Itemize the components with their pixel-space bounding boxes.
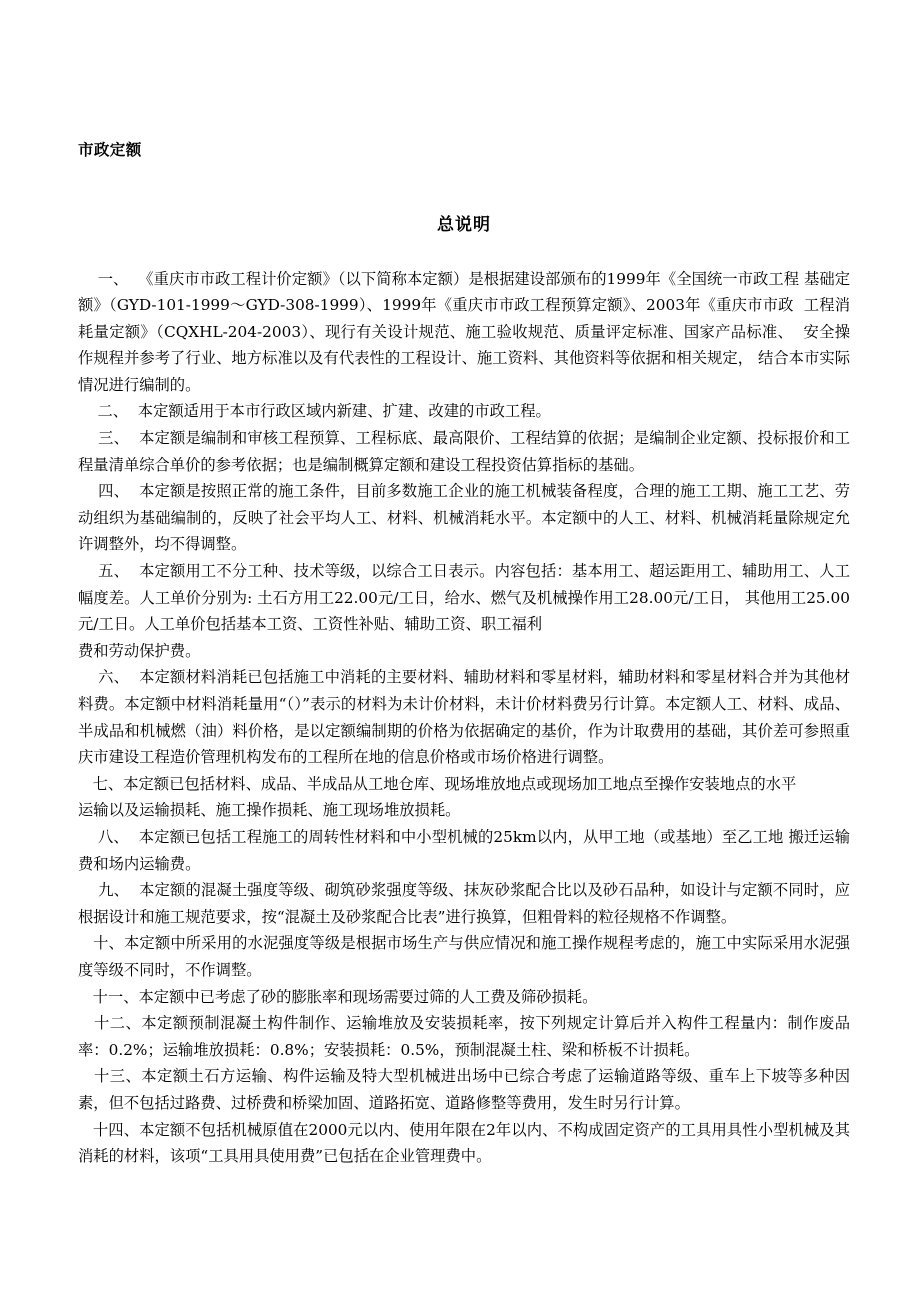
paragraph-item-13: 十三、本定额土石方运输、构件运输及特大型机械进出场中已综合考虑了运输道路等级、重车上下坡等多种因素，但不包括过路费、过桥费和桥梁加固、道路拓宽、道路修整等费用，发生时另行计算。 [78, 1067, 850, 1112]
paragraph-item-14: 十四、本定额不包括机械原值在2000元以内、使用年限在2年以内、不构成固定资产的工具用具性小型机械及其消耗的材料，该项“工具用具使用费”已包括在企业管理费中。 [78, 1120, 851, 1166]
section-heading: 总说明 [437, 214, 491, 235]
general-description-body [78, 235, 850, 1170]
paragraph-item-2: 二、 本定额适用于本市行政区域内新建、扩建、改建的市政工程。 [78, 402, 551, 421]
paragraph-item-8: 八、 本定额已包括工程施工的周转性材料和中小型机械的25km以内，从甲工地（或基地）至乙工地 搬迁运输费和场内运输费。 [78, 827, 850, 873]
paragraph-item-1: 一、 《重庆市市政工程计价定额》（以下简称本定额）是根据建设部颁布的1999年《全国统一市政工程 基础定额》（GYD-101-1999～GYD-308-1999）、1999年《重庆市市政工程预算定额》、2003年《重庆市市政 工程消耗量定额》（CQXHL-204-2003）、现行有关设计规范、施工验收规范、质量评定标准、国家产品标准、 安全操作规程并参考了行业、地方标准以及有代表性的工程设计、施工资料、其他资料等依据和相关规定， 结合本市实际情况进行编制的。 [78, 269, 851, 394]
paragraph-item-5-continuation: 费和劳动保护费。 [78, 641, 201, 660]
paragraph-item-12: 十二、本定额预制混凝土构件制作、运输堆放及安装损耗率，按下列规定计算后并入构件工程量内：制作废品率：0.2%；运输堆放损耗：0.8%；安装损耗：0.5%，预制混凝土柱、梁和桥板不计损耗。 [78, 1014, 850, 1059]
paragraph-item-7-continuation: 运输以及运输损耗、施工操作损耗、施工现场堆放损耗。 [78, 801, 461, 820]
page-title: 市政定额 [78, 141, 142, 159]
paragraph-item-10: 十、本定额中所采用的水泥强度等级是根据市场生产与供应情况和施工操作规程考虑的，施工中实际采用水泥强度等级不同时，不作调整。 [78, 934, 850, 979]
paragraph-item-9: 九、 本定额的混凝土强度等级、砌筑砂浆强度等级、抹灰砂浆配合比以及砂石品种，如设计与定额不同时，应根据设计和施工规范要求，按“混凝土及砂浆配合比表”进行换算，但粗骨料的粒径规格不作调整。 [78, 881, 851, 926]
document-content [78, 0, 850, 1170]
paragraph-item-5: 五、 本定额用工不分工种、技术等级，以综合工日表示。内容包括：基本用工、超运距用工、辅助用工、人工幅度差。人工单价分别为: 土石方用工22.00元/工日，给水、燃气及机械操作用工28.00元/工日， 其他用工25.00元/工日。人工单价包括基本工资、工资性补贴、辅助工资、职工福利 [78, 562, 851, 634]
paragraph-item-7: 七、本定额已包括材料、成品、半成品从工地仓库、现场堆放地点或现场加工地点至操作安装地点的水平 [78, 774, 797, 793]
paragraph-item-6: 六、 本定额材料消耗已包括施工中消耗的主要材料、辅助材料和零星材料，辅助材料和零星材料合并为其他材料费。本定额中材料消耗量用“（）”表示的材料为未计价材料，未计价材料费另行计算。本定额人工、材料、成品、半成品和机械燃（油）料价格，是以定额编制期的价格为依据确定的基价，作为计取费用的基础，其价差可参照重庆市建设工程造价管理机构发布的工程所在地的信息价格或市场价格进行调整。 [78, 668, 851, 767]
paragraph-item-4: 四、 本定额是按照正常的施工条件，目前多数施工企业的施工机械装备程度，合理的施工工期、施工工艺、劳动组织为基础编制的，反映了社会平均人工、材料、机械消耗水平。本定额中的人工、材料、机械消耗量除规定允许调整外，均不得调整。 [78, 482, 851, 554]
paragraph-item-3: 三、 本定额是编制和审核工程预算、工程标底、最高限价、工程结算的依据；是编制企业定额、投标报价和工程量清单综合单价的参考依据；也是编制概算定额和建设工程投资估算指标的基础。 [78, 429, 851, 474]
paragraph-item-11: 十一、本定额中已考虑了砂的膨胀率和现场需要过筛的人工费及筛砂损耗。 [78, 987, 598, 1006]
